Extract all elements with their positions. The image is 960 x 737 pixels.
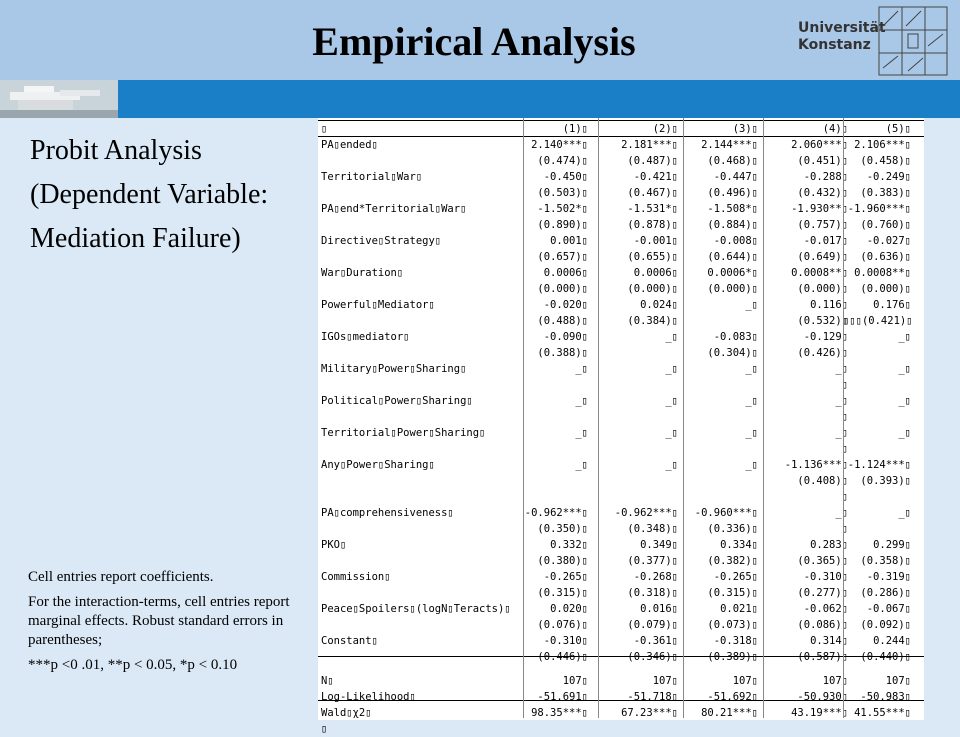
table-cell: 67.23***▯: [621, 707, 678, 719]
table-row-label: ▯: [321, 723, 328, 735]
table-cell: (2)▯: [652, 123, 678, 135]
table-row-label: Log-Likelihood▯: [321, 691, 416, 703]
table-cell: _▯: [835, 395, 848, 407]
table-row: [318, 537, 924, 553]
table-cell: -0.062▯: [803, 603, 848, 615]
table-row: [318, 521, 924, 537]
table-cell: (0.073)▯: [707, 619, 758, 631]
table-row: [318, 705, 924, 721]
table-cell: 0.244▯: [873, 635, 911, 647]
table-row-label: Peace▯Spoilers▯(logN▯Teracts)▯: [321, 603, 511, 615]
table-cell: [843, 377, 911, 393]
table-cell: (0.503)▯: [537, 187, 588, 199]
table-cell: 107▯: [562, 675, 588, 687]
table-row-label: [321, 281, 521, 297]
table-row-label: Territorial▯War▯: [321, 171, 423, 183]
dependent-variable-name: Mediation Failure): [30, 223, 241, 254]
table-cell: [598, 377, 678, 393]
table-row-label: PA▯end*Territorial▯War▯: [321, 203, 467, 215]
table-cell: (0.426)▯: [797, 347, 848, 359]
table-row-label: PKO▯: [321, 539, 347, 551]
table-cell: 0.0006▯: [633, 267, 678, 279]
table-row: [318, 345, 924, 361]
table-cell: _▯: [745, 427, 758, 439]
logo-line-2: Konstanz: [798, 37, 871, 53]
table-row-label: [321, 441, 521, 457]
table-cell: -0.008▯: [713, 235, 758, 247]
table-cell: 0.0006*▯: [707, 267, 758, 279]
table-cell: (0.432)▯: [797, 187, 848, 199]
table-cell: (0.277)▯: [797, 587, 848, 599]
table-cell: -0.083▯: [713, 331, 758, 343]
table-cell: (0.384)▯: [627, 315, 678, 327]
table-cell: 107▯: [885, 675, 911, 687]
table-row-label: [321, 489, 521, 505]
table-cell: (0.388)▯: [537, 347, 588, 359]
table-cell: [598, 345, 678, 361]
table-cell: (0.532)▯: [797, 315, 848, 327]
header-photo: [0, 80, 118, 118]
table-row-label: [321, 377, 521, 393]
analysis-type: Probit Analysis: [30, 135, 202, 166]
table-cell: (0.587)▯: [797, 651, 848, 663]
table-row: [318, 569, 924, 585]
table-cell: (0.393)▯: [860, 475, 911, 487]
table-cell: 107▯: [732, 675, 758, 687]
table-cell: [513, 409, 588, 425]
table-cell: ▯: [841, 411, 848, 423]
table-row-label: ▯: [321, 123, 328, 135]
table-cell: _▯: [665, 427, 678, 439]
table-row: [318, 169, 924, 185]
table-cell: -1.136***▯: [784, 459, 848, 471]
table-row: [318, 553, 924, 569]
table-row-label: [321, 249, 521, 265]
table-cell: -0.447▯: [713, 171, 758, 183]
table-row: [318, 249, 924, 265]
table-row: [318, 137, 924, 153]
table-cell: _▯: [835, 507, 848, 519]
table-cell: (0.365)▯: [797, 555, 848, 567]
logo-emblem-icon: [878, 6, 948, 76]
table-cell: (0.318)▯: [627, 587, 678, 599]
table-cell: (0.488)▯: [537, 315, 588, 327]
note-interaction: For the interaction-terms, cell entries report marginal effects. Robust standard errors in parentheses;: [28, 594, 290, 648]
table-cell: 0.0006▯: [543, 267, 588, 279]
table-row: [318, 233, 924, 249]
table-row: [318, 281, 924, 297]
table-row-label: [321, 153, 521, 169]
table-cell: (0.000)▯: [860, 283, 911, 295]
table-cell: (0.636)▯: [860, 251, 911, 263]
table-cell: (4)▯: [822, 123, 848, 135]
table-cell: -1.531*▯: [627, 203, 678, 215]
table-row-label: War▯Duration▯: [321, 267, 404, 279]
table-row: [318, 377, 924, 393]
table-row-label: [321, 313, 521, 329]
table-cell: (0.389)▯: [707, 651, 758, 663]
table-column-separator: [763, 118, 764, 718]
table-row-label: PA▯comprehensiveness▯: [321, 507, 454, 519]
table-cell: 0.334▯: [720, 539, 758, 551]
table-row-label: [321, 553, 521, 569]
table-cell: _▯: [745, 459, 758, 471]
table-cell: _▯: [835, 363, 848, 375]
table-cell: -0.249▯: [866, 171, 911, 183]
table-row-label: Commission▯: [321, 571, 391, 583]
table-cell: [513, 721, 588, 737]
table-cell: [513, 473, 588, 489]
table-cell: -1.508*▯: [707, 203, 758, 215]
table-row-label: Powerful▯Mediator▯: [321, 299, 435, 311]
table-cell: (0.487)▯: [627, 155, 678, 167]
table-cell: (5)▯: [885, 123, 911, 135]
table-cell: (0.458)▯: [860, 155, 911, 167]
table-rule: [318, 120, 924, 121]
table-cell: -0.027▯: [866, 235, 911, 247]
table-row: [318, 153, 924, 169]
table-cell: _▯: [575, 427, 588, 439]
table-cell: -0.319▯: [866, 571, 911, 583]
table-notes: [28, 568, 298, 681]
table-cell: (0.346)▯: [627, 651, 678, 663]
table-cell: [843, 345, 911, 361]
table-cell: [843, 521, 911, 537]
table-cell: (0.000)▯: [707, 283, 758, 295]
table-cell: (0.348)▯: [627, 523, 678, 535]
table-row: [318, 361, 924, 377]
table-cell: -0.960***▯: [694, 507, 758, 519]
logo-text: [798, 20, 886, 54]
table-row: [318, 721, 924, 737]
table-cell: (0.315)▯: [537, 587, 588, 599]
table-cell: -51.691▯: [537, 691, 588, 703]
note-significance: ***p <0 .01, **p < 0.05, *p < 0.10: [28, 657, 238, 673]
table-cell: (0.468)▯: [707, 155, 758, 167]
table-cell: (0.890)▯: [537, 219, 588, 231]
table-cell: [598, 441, 678, 457]
table-cell: _▯: [835, 427, 848, 439]
table-row: [318, 673, 924, 689]
table-cell: -0.017▯: [803, 235, 848, 247]
table-row-label: Military▯Power▯Sharing▯: [321, 363, 467, 375]
table-cell: (0.655)▯: [627, 251, 678, 263]
table-header-row: [318, 121, 924, 137]
table-row-label: [321, 217, 521, 233]
table-cell: -0.450▯: [543, 171, 588, 183]
accent-band: [0, 80, 960, 118]
table-row: [318, 473, 924, 489]
table-rule: [318, 136, 924, 137]
table-row: [318, 409, 924, 425]
table-cell: 0.0008**▯: [854, 267, 911, 279]
table-row: [318, 393, 924, 409]
table-cell: [513, 441, 588, 457]
table-row: [318, 649, 924, 665]
table-row: [318, 689, 924, 705]
table-cell: _▯: [745, 299, 758, 311]
table-cell: -51.718▯: [627, 691, 678, 703]
table-cell: [513, 377, 588, 393]
table-cell: -1.930**▯: [791, 203, 848, 215]
slide-title: Empirical Analysis: [312, 19, 636, 64]
table-cell: [688, 473, 758, 489]
table-cell: [598, 721, 678, 737]
table-cell: (0.657)▯: [537, 251, 588, 263]
table-cell: (0.440)▯: [860, 651, 911, 663]
table-cell: -0.020▯: [543, 299, 588, 311]
table-cell: 2.140***▯: [531, 139, 588, 151]
table-cell: (0.884)▯: [707, 219, 758, 231]
table-cell: (0.383)▯: [860, 187, 911, 199]
table-cell: 0.314▯: [810, 635, 848, 647]
table-cell: _▯: [745, 363, 758, 375]
table-cell: (0.000)▯: [537, 283, 588, 295]
table-cell: ▯: [841, 523, 848, 535]
table-cell: 107▯: [822, 675, 848, 687]
table-cell: _▯: [575, 363, 588, 375]
table-cell: _▯: [745, 395, 758, 407]
table-cell: -1.124***▯: [847, 459, 911, 471]
table-cell: 0.016▯: [640, 603, 678, 615]
table-cell: -0.962***▯: [614, 507, 678, 519]
table-cell: 2.060***▯: [791, 139, 848, 151]
table-row-label: Territorial▯Power▯Sharing▯: [321, 427, 486, 439]
table-cell: -0.067▯: [866, 603, 911, 615]
table-cell: 98.35***▯: [531, 707, 588, 719]
table-row-label: Directive▯Strategy▯: [321, 235, 442, 247]
table-cell: 0.332▯: [550, 539, 588, 551]
table-cell: (0.878)▯: [627, 219, 678, 231]
table-row: [318, 489, 924, 505]
university-logo: [798, 14, 948, 76]
table-cell: -1.960***▯: [847, 203, 911, 215]
table-cell: -0.268▯: [633, 571, 678, 583]
table-column-separator: [523, 118, 524, 718]
table-row: [318, 313, 924, 329]
table-cell: -50.983▯: [860, 691, 911, 703]
table-row: [318, 425, 924, 441]
table-row-label: [321, 409, 521, 425]
table-row-label: [321, 185, 521, 201]
table-cell: _▯: [898, 363, 911, 375]
table-cell: _▯: [665, 331, 678, 343]
table-cell: (0.000)▯: [627, 283, 678, 295]
table-cell: -0.318▯: [713, 635, 758, 647]
table-cell: _▯: [665, 459, 678, 471]
table-cell: [598, 409, 678, 425]
table-row: [318, 585, 924, 601]
table-row-label: [321, 617, 521, 633]
table-row: [318, 505, 924, 521]
table-cell: _▯: [898, 395, 911, 407]
table-cell: (0.079)▯: [627, 619, 678, 631]
table-cell: (0.377)▯: [627, 555, 678, 567]
table-row-label: Political▯Power▯Sharing▯: [321, 395, 473, 407]
table-row-label: Constant▯: [321, 635, 378, 647]
table-row-label: PA▯ended▯: [321, 139, 378, 151]
table-cell: 2.144***▯: [701, 139, 758, 151]
table-cell: 0.024▯: [640, 299, 678, 311]
table-cell: (0.336)▯: [707, 523, 758, 535]
table-cell: (1)▯: [562, 123, 588, 135]
table-cell: _▯: [575, 395, 588, 407]
table-cell: -0.288▯: [803, 171, 848, 183]
table-row-label: [321, 345, 521, 361]
table-cell: [688, 721, 758, 737]
table-cell: (0.446)▯: [537, 651, 588, 663]
table-cell: (0.086)▯: [797, 619, 848, 631]
table-cell: _▯: [665, 363, 678, 375]
table-row-label: Wald▯χ2▯: [321, 707, 372, 719]
table-row: [318, 441, 924, 457]
table-cell: 107▯: [652, 675, 678, 687]
table-rule: [318, 700, 924, 701]
table-row: [318, 201, 924, 217]
logo-line-1: Universität: [798, 20, 886, 36]
table-cell: (0.649)▯: [797, 251, 848, 263]
table-row-label: N▯: [321, 675, 334, 687]
table-cell: _▯: [898, 331, 911, 343]
table-cell: -0.361▯: [633, 635, 678, 647]
table-cell: (0.474)▯: [537, 155, 588, 167]
table-cell: (0.304)▯: [707, 347, 758, 359]
table-cell: [598, 473, 678, 489]
table-cell: (0.382)▯: [707, 555, 758, 567]
table-row: [318, 617, 924, 633]
table-row: [318, 457, 924, 473]
table-cell: 0.116▯: [810, 299, 848, 311]
table-cell: _▯: [575, 459, 588, 471]
table-cell: 0.001▯: [550, 235, 588, 247]
table-cell: (0.644)▯: [707, 251, 758, 263]
table-cell: (0.380)▯: [537, 555, 588, 567]
table-row-label: IGOs▯mediator▯: [321, 331, 410, 343]
table-cell: ▯: [841, 443, 848, 455]
table-cell: _▯: [898, 427, 911, 439]
table-cell: ▯: [841, 491, 848, 503]
table-cell: [598, 489, 678, 505]
table-cell: 0.299▯: [873, 539, 911, 551]
table-cell: -51.692▯: [707, 691, 758, 703]
dependent-variable-line: (Dependent Variable:: [30, 179, 269, 210]
table-row: [318, 329, 924, 345]
table-cell: -0.962***▯: [524, 507, 588, 519]
table-row-label: [321, 585, 521, 601]
table-cell: -0.421▯: [633, 171, 678, 183]
table-cell: 0.349▯: [640, 539, 678, 551]
table-cell: -0.265▯: [713, 571, 758, 583]
table-cell: 2.106***▯: [854, 139, 911, 151]
table-cell: (0.757)▯: [797, 219, 848, 231]
table-cell: 43.19***▯: [791, 707, 848, 719]
regression-table: [318, 118, 924, 735]
table-cell: 0.021▯: [720, 603, 758, 615]
table-cell: 0.176▯: [873, 299, 911, 311]
table-row: [318, 185, 924, 201]
table-cell: 80.21***▯: [701, 707, 758, 719]
table-row: [318, 217, 924, 233]
table-row: [318, 265, 924, 281]
table-cell: [843, 441, 911, 457]
table-row: [318, 601, 924, 617]
table-cell: -0.265▯: [543, 571, 588, 583]
table-row-label: [321, 649, 521, 665]
table-cell: -0.310▯: [543, 635, 588, 647]
table-cell: (0.000)▯: [797, 283, 848, 295]
table-cell: -0.310▯: [803, 571, 848, 583]
table-cell: (0.496)▯: [707, 187, 758, 199]
table-rule: [318, 656, 924, 657]
table-cell: -0.001▯: [633, 235, 678, 247]
table-cell: [843, 489, 911, 505]
table-cell: -0.129▯: [803, 331, 848, 343]
table-row-label: [321, 521, 521, 537]
note-coefficients: Cell entries report coefficients.: [28, 569, 214, 585]
left-description: [30, 133, 300, 265]
table-column-separator: [683, 118, 684, 718]
table-cell: (3)▯: [732, 123, 758, 135]
table-row-label: [321, 473, 521, 489]
table-cell: [688, 441, 758, 457]
table-cell: [688, 313, 758, 329]
table-cell: [843, 409, 911, 425]
table-cell: (0.451)▯: [797, 155, 848, 167]
table-cell: (0.358)▯: [860, 555, 911, 567]
table-column-separator: [598, 118, 599, 718]
table-cell: 41.55***▯: [854, 707, 911, 719]
table-cell: (0.760)▯: [860, 219, 911, 231]
table-cell: [513, 489, 588, 505]
table-cell: [688, 409, 758, 425]
table-cell: 0.283▯: [810, 539, 848, 551]
table-cell: [843, 721, 911, 737]
table-column-separator: [843, 118, 844, 718]
table-cell: _▯: [898, 507, 911, 519]
table-cell: (0.467)▯: [627, 187, 678, 199]
table-cell: [688, 377, 758, 393]
table-cell: (0.076)▯: [537, 619, 588, 631]
table-cell: (0.408)▯: [797, 475, 848, 487]
table-cell: _▯: [665, 395, 678, 407]
table-cell: 2.181***▯: [621, 139, 678, 151]
table-row: [318, 633, 924, 649]
table-cell: -0.090▯: [543, 331, 588, 343]
table-cell: -50.930▯: [797, 691, 848, 703]
table-cell: (0.286)▯: [860, 587, 911, 599]
table-cell: (0.092)▯: [860, 619, 911, 631]
table-cell: [763, 721, 848, 737]
table-cell: [688, 489, 758, 505]
table-row: [318, 297, 924, 313]
table-row-label: Any▯Power▯Sharing▯: [321, 459, 435, 471]
table-cell: (0.350)▯: [537, 523, 588, 535]
table-cell: (0.315)▯: [707, 587, 758, 599]
table-cell: 0.020▯: [550, 603, 588, 615]
table-cell: -1.502*▯: [537, 203, 588, 215]
table-cell: ▯▯▯(0.421)▯: [843, 315, 913, 327]
table-cell: 0.0008**▯: [791, 267, 848, 279]
table-cell: ▯: [841, 379, 848, 391]
